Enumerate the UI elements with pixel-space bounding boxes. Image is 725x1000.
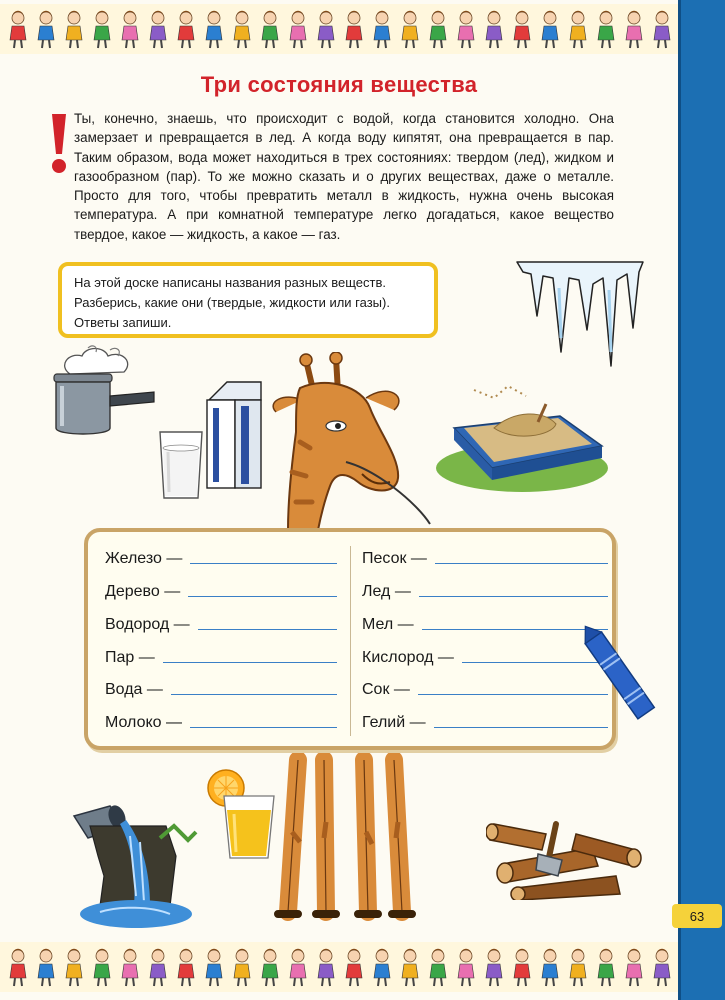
substance-row bbox=[362, 544, 608, 568]
kid-figure bbox=[402, 949, 418, 986]
kid-figure bbox=[318, 11, 334, 48]
kid-figure bbox=[626, 949, 642, 986]
kid-figure bbox=[178, 11, 194, 48]
kid-figure bbox=[38, 11, 54, 48]
kid-figure bbox=[598, 949, 614, 986]
icicles-illustration bbox=[515, 258, 645, 370]
kid-figure bbox=[234, 949, 250, 986]
logs-axe-illustration bbox=[486, 804, 646, 900]
kid-figure bbox=[206, 949, 222, 986]
kid-figure bbox=[458, 949, 474, 986]
juice-glass-illustration bbox=[204, 766, 278, 862]
kid-figure bbox=[150, 11, 166, 48]
answer-line[interactable] bbox=[188, 596, 337, 597]
kid-figure bbox=[654, 11, 670, 48]
board-divider bbox=[350, 546, 351, 736]
kid-figure bbox=[542, 949, 558, 986]
kid-figure bbox=[234, 11, 250, 48]
task-box bbox=[58, 262, 438, 338]
substance-row bbox=[362, 577, 608, 601]
kid-figure bbox=[38, 949, 54, 986]
substance-row bbox=[362, 643, 608, 667]
answer-line[interactable] bbox=[190, 563, 337, 564]
milk-glass-illustration bbox=[156, 428, 206, 502]
kid-figure bbox=[430, 949, 446, 986]
kids-border-illustration bbox=[0, 942, 678, 992]
kid-figure bbox=[346, 11, 362, 48]
substance-label: Водород — bbox=[105, 616, 190, 633]
kid-figure bbox=[206, 11, 222, 48]
kid-figure bbox=[346, 949, 362, 986]
substance-label: Мел — bbox=[362, 616, 414, 633]
substance-label: Сок — bbox=[362, 681, 410, 698]
kid-figure bbox=[458, 11, 474, 48]
blue-crayon-illustration bbox=[578, 616, 658, 730]
kid-figure bbox=[486, 949, 502, 986]
substance-label: Железо — bbox=[105, 550, 183, 567]
answer-line[interactable] bbox=[171, 694, 337, 695]
substance-label: Лед — bbox=[362, 583, 411, 600]
substance-row bbox=[362, 675, 608, 699]
kid-figure bbox=[374, 11, 390, 48]
substance-row bbox=[362, 708, 608, 732]
substance-label: Кислород — bbox=[362, 649, 454, 666]
kid-figure bbox=[542, 11, 558, 48]
intro-paragraph: Ты, конечно, знаешь, что происходит с водой, когда становится холодно. Она замерзает и превращается в лед. А когда воду кипятят, она превращается в пар. Таким образом, вода может находиться в трех состояниях: твердом (лед), жидком и газообразном (пар). То же можно сказать и о других веществах, даже о металле. Просто для того, чтобы превратить металл в жидкость, нужна очень высокая температура. А при комнатной температуре легко догадаться, какое вещество твердое, какое — жидкость, а какое — газ. bbox=[74, 111, 614, 242]
kid-figure bbox=[402, 11, 418, 48]
kid-figure bbox=[430, 11, 446, 48]
sandbox-illustration bbox=[434, 376, 610, 494]
substance-label: Пар — bbox=[105, 649, 155, 666]
substance-row bbox=[105, 610, 337, 634]
substance-label: Гелий — bbox=[362, 714, 426, 731]
task-text: На этой доске написаны названия разных веществ. Разберись, какие они (твердые, жидкости или газы). Ответы запиши. bbox=[74, 275, 390, 330]
page-number: 63 bbox=[672, 904, 722, 928]
substance-row bbox=[105, 544, 337, 568]
kid-figure bbox=[486, 11, 502, 48]
substance-label: Песок — bbox=[362, 550, 427, 567]
answer-line[interactable] bbox=[190, 727, 337, 728]
kid-figure bbox=[290, 11, 306, 48]
substance-row bbox=[105, 675, 337, 699]
kid-figure bbox=[626, 11, 642, 48]
boiling-pot-illustration bbox=[48, 344, 160, 442]
kid-figure bbox=[514, 949, 530, 986]
substance-row bbox=[105, 643, 337, 667]
bottom-decorative-border bbox=[0, 942, 678, 992]
substance-label: Молоко — bbox=[105, 714, 182, 731]
kid-figure bbox=[514, 11, 530, 48]
top-decorative-border bbox=[0, 4, 678, 54]
answer-line[interactable] bbox=[198, 629, 337, 630]
kid-figure bbox=[290, 949, 306, 986]
kid-figure bbox=[66, 11, 82, 48]
substance-row bbox=[105, 708, 337, 732]
kid-figure bbox=[122, 11, 138, 48]
kids-border-illustration bbox=[0, 4, 678, 54]
kid-figure bbox=[10, 949, 26, 986]
kid-figure bbox=[94, 949, 110, 986]
exclamation-icon bbox=[50, 112, 68, 174]
substance-label: Вода — bbox=[105, 681, 163, 698]
kid-figure bbox=[262, 11, 278, 48]
substance-row bbox=[105, 577, 337, 601]
kid-figure bbox=[94, 11, 110, 48]
substance-row bbox=[362, 610, 608, 634]
answer-line[interactable] bbox=[163, 662, 337, 663]
kid-figure bbox=[150, 949, 166, 986]
kid-figure bbox=[262, 949, 278, 986]
kid-figure bbox=[570, 11, 586, 48]
page-title: Три состояния вещества bbox=[200, 72, 478, 97]
kid-figure bbox=[598, 11, 614, 48]
side-bar bbox=[678, 0, 725, 1000]
kid-figure bbox=[374, 949, 390, 986]
waterfall-pipe-illustration bbox=[70, 786, 200, 932]
milk-carton-illustration bbox=[203, 378, 265, 492]
kid-figure bbox=[570, 949, 586, 986]
kid-figure bbox=[318, 949, 334, 986]
kid-figure bbox=[178, 949, 194, 986]
kid-figure bbox=[654, 949, 670, 986]
kid-figure bbox=[10, 11, 26, 48]
answer-line[interactable] bbox=[435, 563, 608, 564]
substance-label: Дерево — bbox=[105, 583, 181, 600]
answer-line[interactable] bbox=[419, 596, 608, 597]
kid-figure bbox=[122, 949, 138, 986]
kid-figure bbox=[66, 949, 82, 986]
